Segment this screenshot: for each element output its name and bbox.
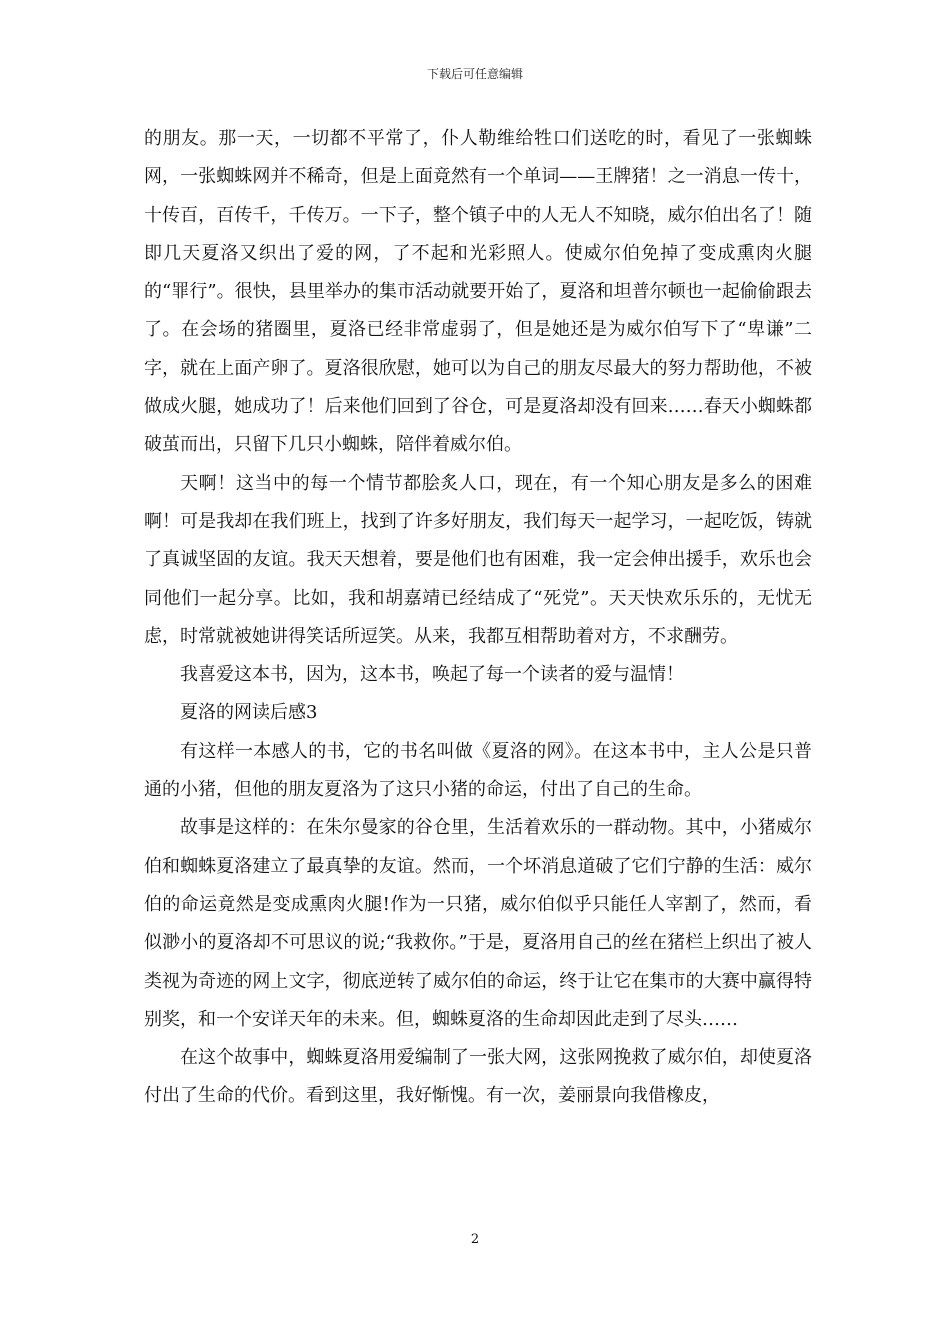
paragraph-7: 在这个故事中，蜘蛛夏洛用爱编制了一张大网，这张网挽救了威尔伯，却使夏洛付出了生命的代价。看到这里，我好惭愧。有一次，姜丽景向我借橡皮， <box>144 1047 812 1107</box>
document-body <box>144 120 812 1116</box>
paragraph-5: 有这样一本感人的书，它的书名叫做《夏洛的网》。在这本书中，主人公是只普通的小猪，但他的朋友夏洛为了这只小猪的命运，付出了自己的生命。 <box>144 740 812 801</box>
paragraph-2: 天啊！这当中的每一个情节都脍炙人口，现在，有一个知心朋友是多么的困难啊！可是我却在我们班上，找到了许多好朋友，我们每天一起学习，一起吃饭，铸就了真诚坚固的友谊。我天天想着，要是他们也有困难，我一定会伸出援手，欢乐也会同他们一起分享。比如，我和胡嘉靖已经结成了“死党”。天天快欢乐乐的，无忧无虑，时常就被她讲得笑话所逗笑。从来，我都互相帮助着对方，不求酬劳。 <box>144 472 812 647</box>
section-heading: 夏洛的网读后感3 <box>180 702 318 724</box>
page-header: 下载后可任意编辑 <box>426 67 523 81</box>
paragraph-3: 我喜爱这本书，因为，这本书，唤起了每一个读者的爱与温情！ <box>180 664 684 686</box>
paragraph-6: 故事是这样的：在朱尔曼家的谷仓里，生活着欢乐的一群动物。其中，小猪威尔伯和蜘蛛夏洛建立了最真挚的友谊。然而，一个坏消息道破了它们宁静的生活：威尔伯的命运竟然是变成熏肉火腿!作为一只猪，威尔伯似乎只能任人宰割了，然而，看似渺小的夏洛却不可思议的说;“我救你。”于是，夏洛用自己的丝在猪栏上织出了被人类视为奇迹的网上文字，彻底逆转了威尔伯的命运，终于让它在集市的大赛中赢得特别奖，和一个安详天年的未来。但，蜘蛛夏洛的生命却因此走到了尽头…… <box>144 817 812 1030</box>
page-number: 2 <box>470 1232 480 1247</box>
paragraph-1: 的朋友。那一天，一切都不平常了，仆人勒维给牲口们送吃的时，看见了一张蜘蛛网，一张蜘蛛网并不稀奇，但是上面竟然有一个单词——王牌猪！之一消息一传十，十传百，百传千，千传万。一下子，整个镇子中的人无人不知晓，威尔伯出名了！随即几天夏洛又织出了爱的网，了不起和光彩照人。使威尔伯免掉了变成熏肉火腿的“罪行”。很快，县里举办的集市活动就要开始了，夏洛和坦普尔顿也一起偷偷跟去了。在会场的猪圈里，夏洛已经非常虚弱了，但是她还是为威尔伯写下了“卑谦”二字，就在上面产卵了。夏洛很欣慰，她可以为自己的朋友尽最大的努力帮助他，不被做成火腿，她成功了！后来他们回到了谷仓，可是夏洛却没有回来……春天小蜘蛛都破茧而出，只留下几只小蜘蛛，陪伴着威尔伯。 <box>144 128 812 456</box>
